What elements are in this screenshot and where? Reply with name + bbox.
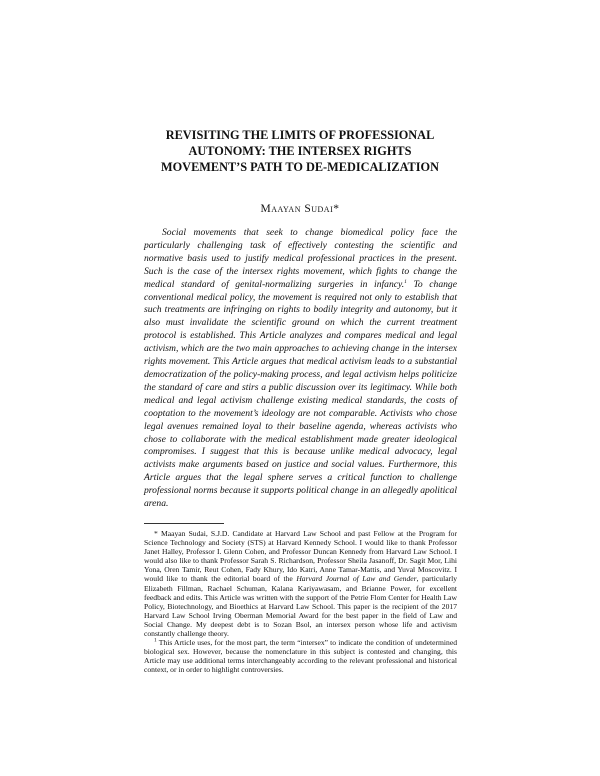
- footnote-1-mark: 1: [154, 637, 157, 644]
- footnote-divider: [144, 523, 224, 524]
- abstract-paragraph: [144, 227, 457, 511]
- title-line-1: REVISITING THE LIMITS OF PROFESSIONAL: [165, 128, 435, 142]
- footnote-star: [144, 529, 457, 638]
- footnote-1: [144, 638, 457, 674]
- abstract-text-part-1: Social movements that seek to change biomedical policy face the particularly challenging task of effectively contesting the scientific and normative basis used to justify medical professional practices in the present. Such is the case of the intersex rights movement, which fights to change the medical standard of genital-normalizing surgeries in infancy.: [144, 227, 457, 290]
- abstract: [144, 227, 457, 511]
- abstract-text-part-2: To change conventional medical policy, the movement is required not only to establish that such treatments are infringing on rights to bodily integrity and autonomy, but it also must invalidate the scientific ground on which the current treatment protocol is established. This Article analyzes and compares medical and legal activism, which are the two main approaches to achieving change in the intersex rights movement. This Article argues that medical activism leads to a substantial democratization of the policy-making process, and legal activism helps politicize the standard of care and stirs a public discussion over its legitimacy. While both medical and legal activism challenge existing medical standards, the costs of cooptation to the movement’s ideology are not comparable. Activists who chose legal avenues remained loyal to their baseline agenda, whereas activists who chose to collaborate with the medical establishment made greater ideological compromises. I suggest that this is because unlike medical advocacy, legal activists make arguments based on justice and social values. Furthermore, this Article argues that the legal sphere serves a critical function to challenge professional norms because it supports political change in an allegedly apolitical arena.: [144, 278, 458, 510]
- footnotes: [144, 529, 457, 675]
- title-line-2: AUTONOMY: THE INTERSEX RIGHTS: [188, 144, 412, 158]
- article-title: [100, 127, 500, 175]
- footnote-star-text-b: , particularly Elizabeth Fillman, Rachael Schuman, Kalana Kariyawasam, and Brianne Power, for excellent feedback and edits. This Article was written with the support of the Petrie Flom Center for Health Law Policy, Biotechnology, and Bioethics at Harvard Law School. This paper is the recipient of the 2017 Harvard Law School Irving Oberman Memorial Award for the best paper in the field of Law and Social Change. My deepest debt is to Sozan Bsol, an intersex person whose life and activism constantly challenge theory.: [144, 574, 457, 639]
- author-name: Maayan Sudai*: [260, 203, 340, 215]
- footnote-1-text: This Article uses, for the most part, the term “intersex” to indicate the condition of undetermined biological sex. However, because the nomenclature in this subject is contested and changing, this Article may use additional terms interchangeably according to the relevant professional and historical context, or in order to highlight controversies.: [144, 638, 457, 675]
- footnote-ref-1: 1: [404, 278, 407, 285]
- footnote-star-text-a: * Maayan Sudai, S.J.D. Candidate at Harvard Law School and past Fellow at the Program for Science Technology and Society (STS) at Harvard Kennedy School. I would like to thank Professor Janet Halley, Professor I. Glenn Cohen, and Professor Duncan Kennedy from Harvard Law School. I would also like to thank Professor Sarah S. Richardson, Professor Sheila Jasanoff, Dr. Sagit Mor, Lihi Yona, Oren Tamir, Reut Cohen, Fady Khury, Ido Katri, Anne Tamar-Mattis, and Yuval Moscovitz. I would like to thank the editorial board of the: [144, 529, 457, 584]
- journal-name: Harvard Journal of Law and Gender: [296, 574, 417, 584]
- title-line-3: MOVEMENT’S PATH TO DE-MEDICALIZATION: [161, 160, 439, 174]
